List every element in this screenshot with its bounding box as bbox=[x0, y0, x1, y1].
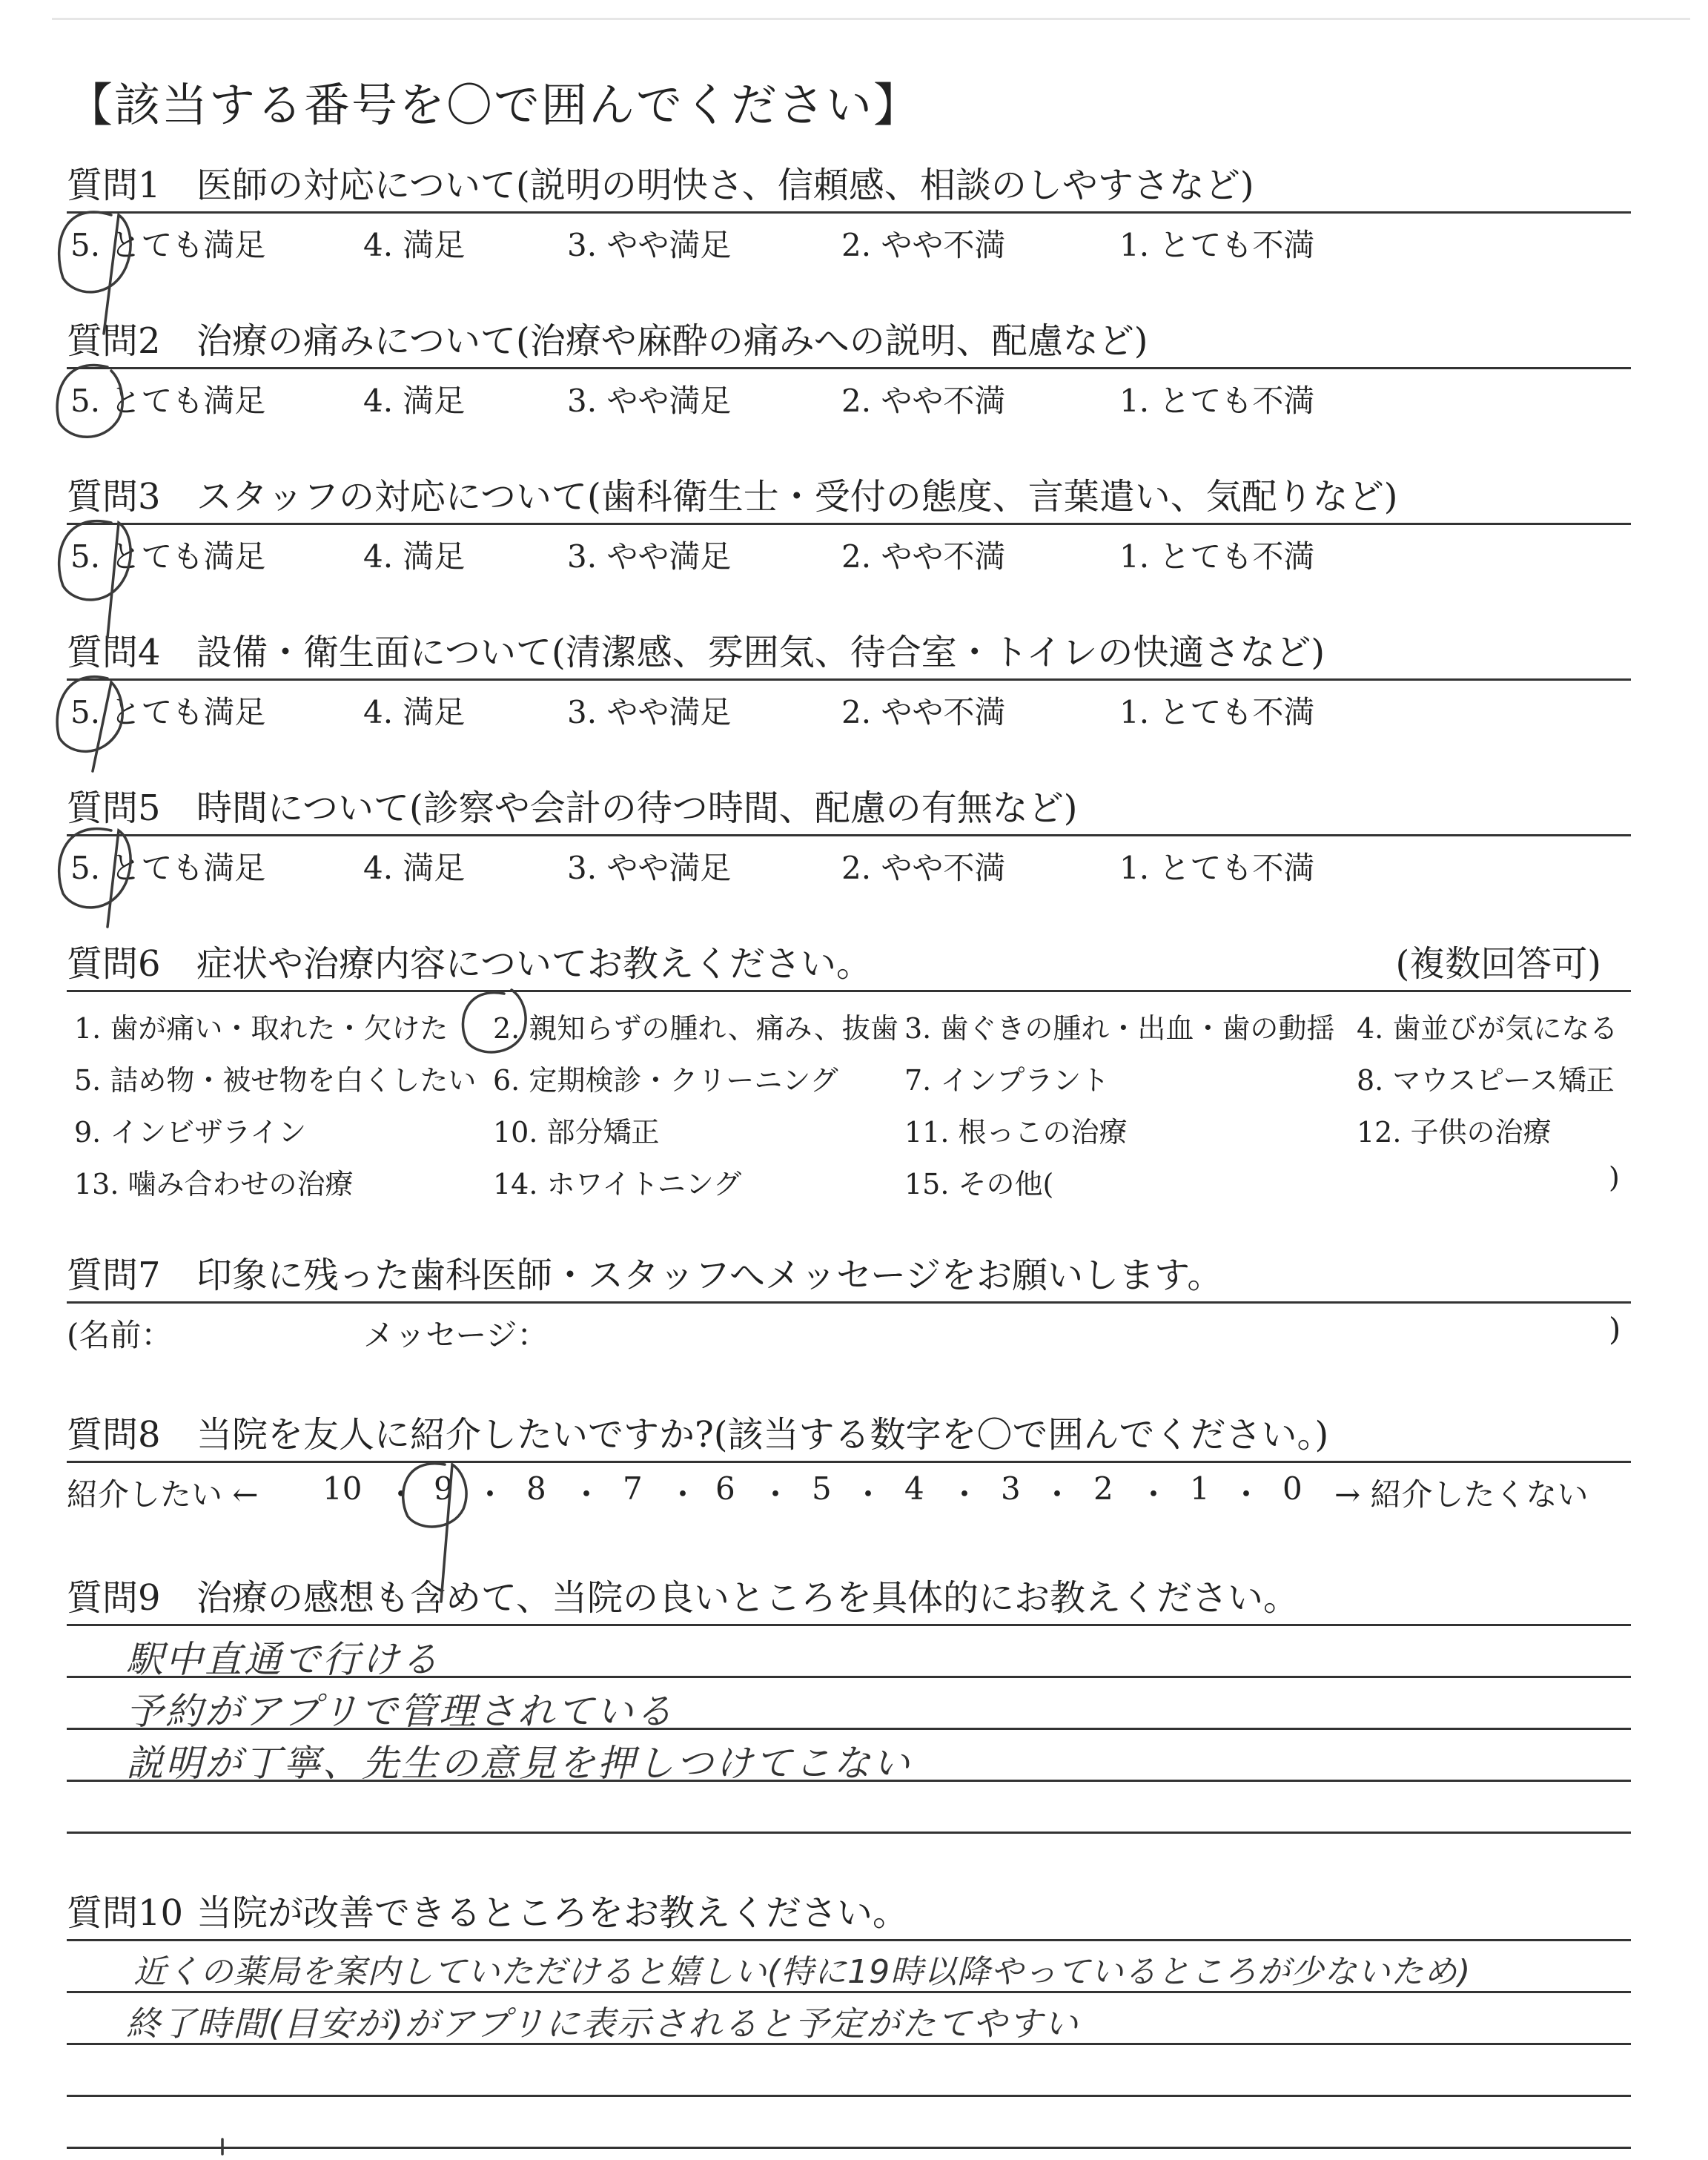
scale-2[interactable]: 2 bbox=[1093, 1470, 1113, 1507]
question-number: 質問7 bbox=[67, 1255, 161, 1296]
option-2[interactable]: 2. やや不満 bbox=[841, 383, 1006, 419]
scale-dot: ・ bbox=[571, 1476, 603, 1513]
question-text: 治療の感想も含めて、当院の良いところを具体的にお教えください。 bbox=[196, 1577, 1300, 1619]
question-8 bbox=[67, 1409, 1631, 1515]
option-3[interactable]: 3. やや満足 bbox=[567, 850, 732, 886]
option-1[interactable]: 1. とても不満 bbox=[1119, 850, 1315, 886]
form-title: 【該当する番号を〇で囲んでください】 bbox=[67, 78, 921, 132]
handwritten-answer: 終了時間(目安が)がアプリに表示されると予定がたてやすい bbox=[126, 2004, 1080, 2044]
scale-7[interactable]: 7 bbox=[623, 1470, 643, 1507]
option-2[interactable]: 2. やや不満 bbox=[841, 850, 1006, 886]
question-7 bbox=[67, 1249, 1631, 1355]
scale-dot: ・ bbox=[474, 1476, 506, 1513]
question-number: 質問5 bbox=[67, 787, 161, 829]
question-text: 医師の対応について(説明の明快さ、信頼感、相談のしやすさなど) bbox=[196, 165, 1254, 206]
question-6 bbox=[67, 938, 1631, 1207]
option-2[interactable]: 2. やや不満 bbox=[841, 694, 1006, 730]
symptom-option[interactable]: 9. インビザライン bbox=[74, 1116, 307, 1149]
question-number: 質問9 bbox=[67, 1577, 161, 1619]
option-5[interactable]: 5. とても満足 bbox=[70, 227, 266, 263]
rating-options bbox=[67, 681, 1631, 733]
question-text: 当院が改善できるところをお教えください。 bbox=[196, 1892, 909, 1934]
question-9 bbox=[67, 1572, 1631, 1785]
symptom-option[interactable]: 14. ホワイトニング bbox=[493, 1168, 742, 1200]
question-5 bbox=[67, 782, 1631, 888]
question-number: 質問2 bbox=[67, 320, 161, 362]
question-number: 質問8 bbox=[67, 1414, 161, 1456]
symptom-options bbox=[67, 992, 1631, 1207]
rating-options bbox=[67, 369, 1631, 421]
top-edge-line bbox=[52, 18, 1690, 20]
option-3[interactable]: 3. やや満足 bbox=[567, 538, 732, 575]
question-number: 質問4 bbox=[67, 632, 161, 673]
symptom-option[interactable]: 1. 歯が痛い・取れた・欠けた bbox=[74, 1012, 448, 1045]
question-text: 治療の痛みについて(治療や麻酔の痛みへの説明、配慮など) bbox=[196, 320, 1148, 362]
scale-dot: ・ bbox=[853, 1476, 884, 1513]
option-5[interactable]: 5. とても満足 bbox=[70, 850, 266, 886]
scale-0[interactable]: 0 bbox=[1282, 1470, 1302, 1507]
writing-line bbox=[67, 1832, 1631, 1834]
option-3[interactable]: 3. やや満足 bbox=[567, 227, 732, 263]
option-1[interactable]: 1. とても不満 bbox=[1119, 694, 1315, 730]
question-text: 時間について(診察や会計の待つ時間、配慮の有無など) bbox=[196, 787, 1078, 829]
message-fields bbox=[67, 1304, 1631, 1355]
question-text: 設備・衛生面について(清潔感、雰囲気、待合室・トイレの快適さなど) bbox=[196, 632, 1325, 673]
symptom-option[interactable]: 2. 親知らずの腫れ、痛み、抜歯 bbox=[493, 1012, 898, 1045]
scale-1[interactable]: 1 bbox=[1190, 1470, 1210, 1507]
scale-9[interactable]: 9 bbox=[434, 1470, 454, 1507]
question-text: スタッフの対応について(歯科衛生士・受付の態度、言葉遣い、気配りなど) bbox=[196, 476, 1398, 518]
option-4[interactable]: 4. 満足 bbox=[363, 694, 466, 730]
scale-dot: ・ bbox=[1231, 1476, 1262, 1513]
scale-dot: ・ bbox=[949, 1476, 981, 1513]
question-1 bbox=[67, 159, 1631, 265]
question-text: 当院を友人に紹介したいですか?(該当する数字を〇で囲んでください。) bbox=[196, 1414, 1329, 1456]
other-option[interactable]: 15. その他( bbox=[904, 1168, 1054, 1200]
question-number: 質問3 bbox=[67, 476, 161, 518]
recommend-scale bbox=[67, 1463, 1631, 1515]
scale-6[interactable]: 6 bbox=[715, 1470, 735, 1507]
multiple-answers-note: (複数回答可) bbox=[1395, 943, 1601, 985]
symptom-option[interactable]: 11. 根っこの治療 bbox=[904, 1116, 1128, 1149]
symptom-option[interactable]: 5. 詰め物・被せ物を白くしたい bbox=[74, 1064, 477, 1097]
symptom-option[interactable]: 12. 子供の治療 bbox=[1357, 1116, 1552, 1149]
scale-dot: ・ bbox=[1138, 1476, 1170, 1513]
option-4[interactable]: 4. 満足 bbox=[363, 383, 466, 419]
question-number: 質問1 bbox=[67, 165, 161, 206]
scale-3[interactable]: 3 bbox=[1001, 1470, 1021, 1507]
option-4[interactable]: 4. 満足 bbox=[363, 850, 466, 886]
scale-8[interactable]: 8 bbox=[526, 1470, 546, 1507]
writing-line bbox=[67, 1624, 1631, 1626]
handwritten-answer: 予約がアプリで管理されている bbox=[126, 1690, 675, 1733]
option-1[interactable]: 1. とても不満 bbox=[1119, 383, 1315, 419]
writing-line bbox=[67, 2095, 1631, 2097]
question-4 bbox=[67, 627, 1631, 733]
option-2[interactable]: 2. やや不満 bbox=[841, 538, 1006, 575]
scale-dot: ・ bbox=[667, 1476, 699, 1513]
message-label: メッセージ： bbox=[363, 1317, 549, 1353]
message-close-paren: ) bbox=[1609, 1311, 1621, 1347]
option-1[interactable]: 1. とても不満 bbox=[1119, 538, 1315, 575]
rating-options bbox=[67, 836, 1631, 888]
symptom-option[interactable]: 3. 歯ぐきの腫れ・出血・歯の動揺 bbox=[904, 1012, 1335, 1045]
option-5[interactable]: 5. とても満足 bbox=[70, 383, 266, 419]
question-text: 印象に残った歯科医師・スタッフへメッセージをお願いします。 bbox=[196, 1255, 1223, 1296]
symptom-option[interactable]: 10. 部分矯正 bbox=[493, 1116, 660, 1149]
handwritten-answer: 説明が丁寧、先生の意見を押しつけてこない bbox=[126, 1742, 912, 1785]
symptom-option[interactable]: 7. インプラント bbox=[904, 1064, 1110, 1097]
question-number: 質問10 bbox=[67, 1892, 184, 1934]
question-text: 症状や治療内容についてお教えください。 bbox=[196, 943, 873, 985]
option-1[interactable]: 1. とても不満 bbox=[1119, 227, 1315, 263]
scale-dot: ・ bbox=[1042, 1476, 1073, 1513]
option-5[interactable]: 5. とても満足 bbox=[70, 538, 266, 575]
scale-right-label: → 紹介したくない bbox=[1334, 1476, 1589, 1513]
question-number: 質問6 bbox=[67, 943, 161, 985]
scale-dot: ・ bbox=[385, 1476, 417, 1513]
question-3 bbox=[67, 471, 1631, 577]
option-2[interactable]: 2. やや不満 bbox=[841, 227, 1006, 263]
question-10 bbox=[67, 1887, 1631, 2044]
symptom-option[interactable]: 4. 歯並びが気になる bbox=[1357, 1012, 1618, 1045]
option-4[interactable]: 4. 満足 bbox=[363, 227, 466, 263]
symptom-option[interactable]: 13. 噛み合わせの治療 bbox=[74, 1168, 354, 1200]
handwritten-answer: 近くの薬局を案内していただけると嬉しい(特に19時以降やっているところが少ないため) bbox=[133, 1953, 1472, 1991]
scale-4[interactable]: 4 bbox=[904, 1470, 924, 1507]
rating-options bbox=[67, 214, 1631, 265]
rating-options bbox=[67, 525, 1631, 577]
symptom-option[interactable]: 8. マウスピース矯正 bbox=[1357, 1064, 1615, 1097]
scale-left-label: 紹介したい ← bbox=[67, 1476, 259, 1513]
name-label: (名前： bbox=[67, 1317, 173, 1353]
writing-line bbox=[67, 2147, 1631, 2149]
option-5[interactable]: 5. とても満足 bbox=[70, 694, 266, 730]
symptom-option[interactable]: 6. 定期検診・クリーニング bbox=[493, 1064, 838, 1097]
handwritten-answer: 駅中直通で行ける bbox=[126, 1638, 440, 1681]
option-3[interactable]: 3. やや満足 bbox=[567, 383, 732, 419]
other-close-paren: ) bbox=[1609, 1161, 1620, 1194]
option-3[interactable]: 3. やや満足 bbox=[567, 694, 732, 730]
writing-line bbox=[67, 1939, 1631, 1941]
question-2 bbox=[67, 315, 1631, 421]
scale-10[interactable]: 10 bbox=[322, 1470, 363, 1507]
scale-5[interactable]: 5 bbox=[812, 1470, 832, 1507]
option-4[interactable]: 4. 満足 bbox=[363, 538, 466, 575]
scale-dot: ・ bbox=[760, 1476, 792, 1513]
